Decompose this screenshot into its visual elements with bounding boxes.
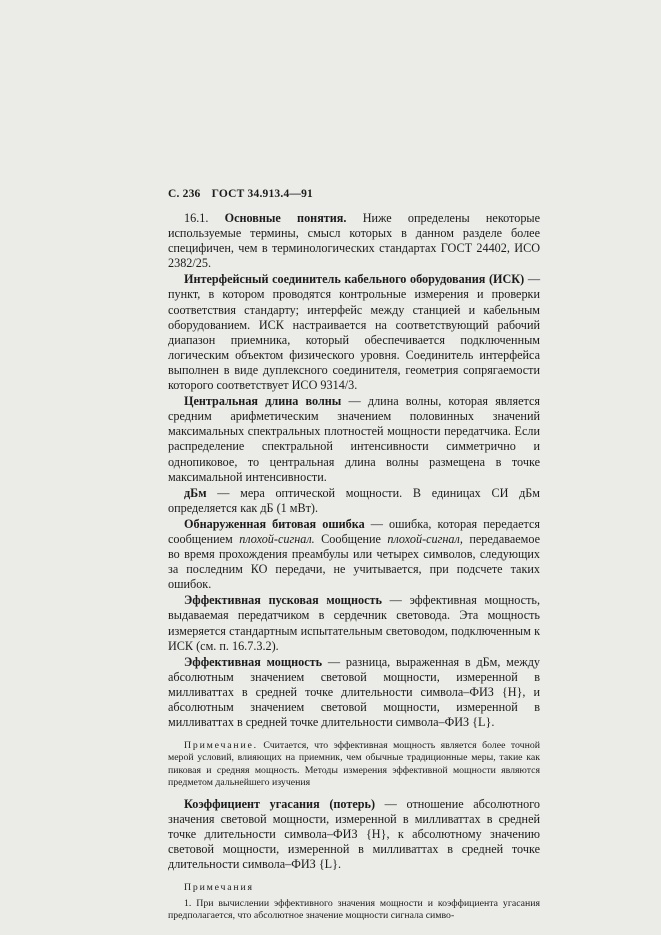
bad-signal-message: плохой-сигнал. — [239, 531, 315, 546]
definition-isk — [168, 272, 540, 393]
page-number: С. 236 — [168, 188, 201, 200]
definition-term: Эффективная мощность — [184, 654, 323, 669]
definition-detected-bit-error — [168, 517, 540, 592]
document-body — [168, 211, 540, 930]
notes-block — [168, 898, 540, 922]
definition-term: Эффективная пусковая мощность — [184, 593, 382, 608]
section-text: Ниже определены некоторые используемые термины, смысл которых в данном разделе более специфичен, чем в терминологических стандартах ГОСТ 24402, ИСО 2382/25. — [168, 211, 541, 271]
definition-text: — отношение абсолютного значения световой мощности, измеренной в милливаттах в средней точке длительности символа–ФИЗ {H}, к абсолютному значению световой мощности, измеренной в милливаттах в средней точке длительности символа–ФИЗ {L}. — [168, 797, 540, 872]
definition-text: — пункт, в котором проводятся контрольные измерения и проверки соответствия стандарту; интерфейс между станцией и кабельным оборудованием. ИСК настраивается на соответствующий рабочий диапазон приемника, который обеспечивается подключенным логическим объектом физического уровня. Соединитель интерфейса выполнен в виде дуплексного соединителя, геометрия сопрягаемости которого соответствует ИСО 9314/3. — [168, 272, 541, 393]
note-block — [168, 740, 540, 789]
definition-effective-launch-power — [168, 593, 540, 653]
definition-term: Интерфейсный соединитель кабельного оборудования (ИСК) — [184, 272, 525, 287]
note-item: 1. При вычислении эффективного значения мощности и коэффициента угасания предполагается, что абсолютное значение мощности сигнала симво- — [168, 897, 540, 921]
section-number: 16.1. — [184, 211, 209, 225]
definition-central-wavelength — [168, 394, 540, 485]
section-paragraph — [168, 211, 540, 271]
standard-code: ГОСТ 34.913.4—91 — [211, 188, 314, 200]
definition-text: — ошибка, которая передается сообщением — [168, 516, 540, 546]
definition-text: — эффективная мощность, выдаваемая передатчиком в сердечник световода. Эта мощность измеряется стандартным испытательным световодом, подключенным к ИСК (см. п. 16.7.3.2). — [168, 593, 540, 653]
definition-text: передаваемое во время прохождения преамбулы или четырех символов, следующих за последним КО передачи, не учитывается, при подсчете таких ошибок. — [168, 531, 541, 592]
definition-extinction-ratio — [168, 797, 540, 872]
definition-effective-power — [168, 655, 540, 730]
section-term: Основные понятия. — [224, 211, 347, 225]
definition-dbm — [168, 486, 540, 516]
definition-text: Сообщение — [314, 531, 388, 546]
definition-term: Обнаруженная битовая ошибка — [184, 516, 365, 531]
note-label: Примечание. — [184, 740, 258, 752]
page-header — [168, 188, 321, 200]
definition-text: — длина волны, которая является средним арифметическим значением половинных значений максимальных спектральных плотностей мощности передатчика. Если распределение спектральной интенсивности симметрично и однопиковое, то центральная длина волны размещена в точке максимальной интенсивности. — [168, 394, 540, 484]
definition-text: — мера оптической мощности. В единицах СИ дБм определяется как дБ (1 мВт). — [168, 485, 541, 515]
definition-term: Центральная длина волны — [184, 394, 342, 409]
note-text: Считается, что эффективная мощность является более точной мерой условий, влияющих на приемник, чем обычные традиционные меры, такие как пиковая и средняя мощность. Методы измерения эффективной мощности являются предметом дальнейшего изучения — [168, 740, 540, 788]
bad-signal-message: плохой-сигнал, — [387, 531, 463, 546]
definition-term: дБм — [184, 485, 207, 500]
notes-title: Примечания — [184, 882, 254, 894]
definition-text: — разница, выраженная в дБм, между абсолютным значением световой мощности, измеренной в милливаттах в средней точке длительности символа–ФИЗ {H}, и абсолютным значением световой мощности, измеренной в милливаттах в средней точке длительности символа–ФИЗ {L}. — [168, 654, 541, 730]
definition-term: Коэффициент угасания (потерь) — [184, 797, 376, 811]
